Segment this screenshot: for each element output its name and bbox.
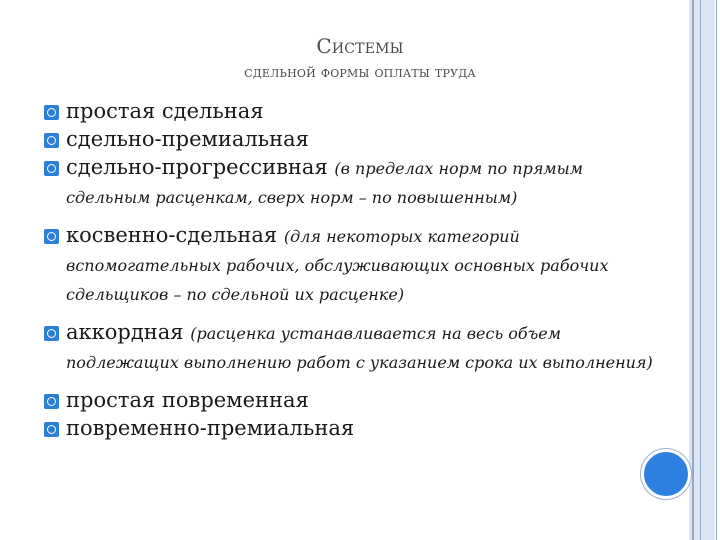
- item-main-text: аккордная: [66, 320, 191, 344]
- side-decor-line: [700, 0, 701, 540]
- item-note-text: (в пределах норм по прямым сдельным расценкам, сверх норм – по повышенным): [66, 159, 583, 207]
- bullet-icon: [44, 105, 59, 120]
- slide-subtitle: сдельной формы оплаты труда: [244, 63, 476, 81]
- list-item: [44, 153, 664, 211]
- bullet-icon: [44, 229, 59, 244]
- item-main-text: повременно-премиальная: [66, 416, 355, 440]
- bullet-icon: [44, 394, 59, 409]
- bullet-icon: [44, 422, 59, 437]
- item-main-text: косвенно-сдельная: [66, 223, 284, 247]
- list-item: [44, 125, 664, 153]
- item-main-text: простая сдельная: [66, 99, 264, 123]
- item-main-text: простая повременная: [66, 388, 309, 412]
- list-item: [44, 97, 664, 125]
- side-decor-line: [716, 0, 717, 540]
- bullet-icon: [44, 161, 59, 176]
- side-decor-line: [692, 0, 694, 540]
- bullet-icon: [44, 326, 59, 341]
- bullet-icon: [44, 133, 59, 148]
- item-main-text: сдельно-премиальная: [66, 127, 309, 151]
- bullet-list: [44, 97, 664, 442]
- list-item: [44, 414, 664, 442]
- list-item: [44, 318, 664, 376]
- item-note-text: (для некоторых категорий вспомогательных рабочих, обслуживающих основных рабочих сдельщиков – по сдельной их расценке): [66, 227, 609, 304]
- list-item: [44, 386, 664, 414]
- decor-circle-icon: [641, 449, 691, 499]
- slide-title: Системы: [316, 34, 404, 58]
- item-main-text: сдельно-прогрессивная: [66, 155, 335, 179]
- list-item: [44, 221, 664, 308]
- item-note-text: (расценка устанавливается на весь объем подлежащих выполнению работ с указанием срока их выполнения): [66, 324, 653, 372]
